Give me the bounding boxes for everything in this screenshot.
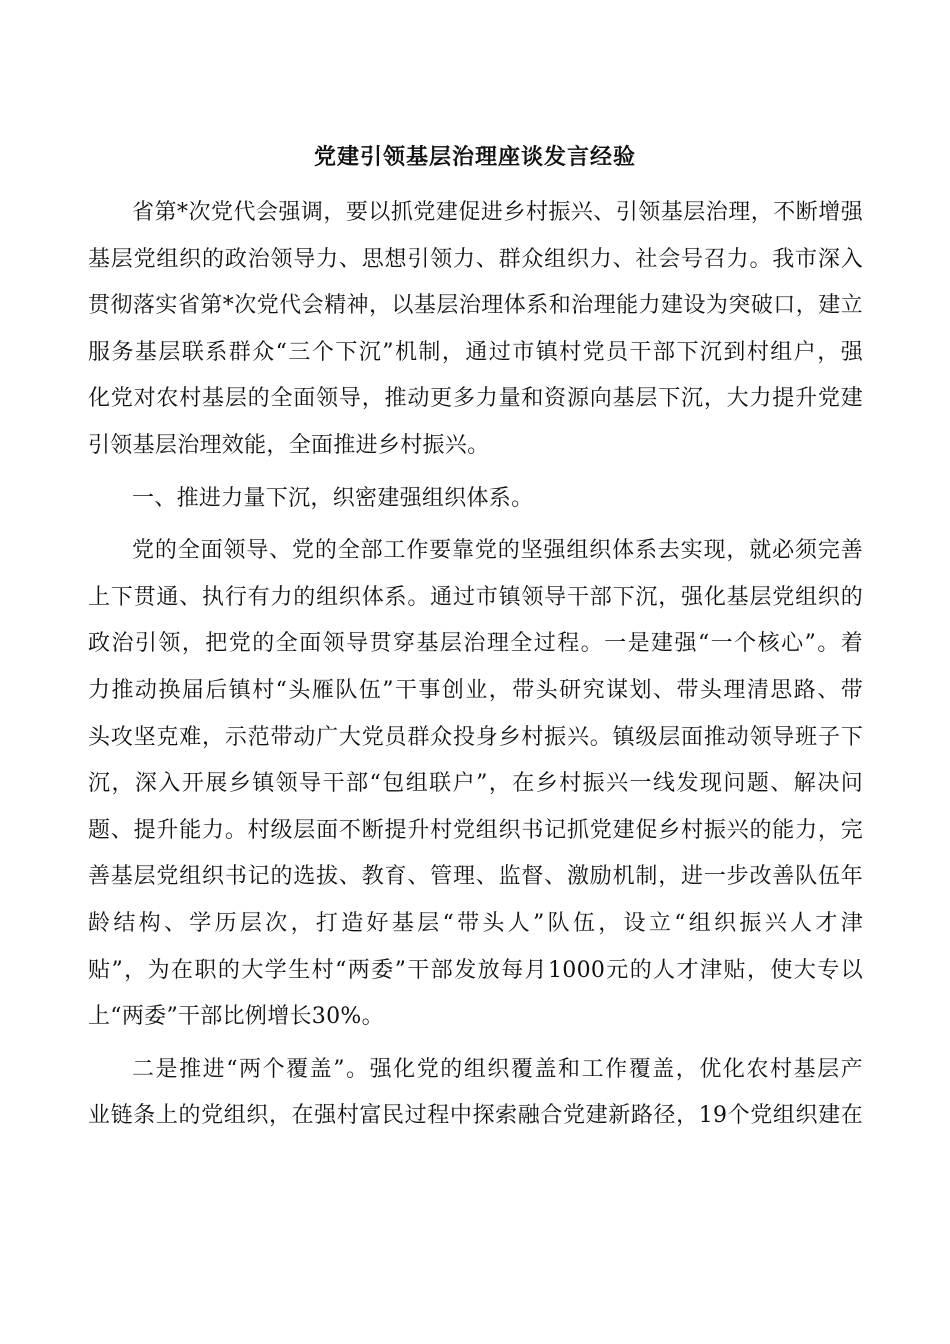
text-line: 龄结构、学历层次，打造好基层“带头人”队伍，设立“组织振兴人才津: [88, 910, 863, 936]
text-line: 党的全面领导、党的全部工作要靠党的坚强组织体系去实现，就必须完善: [132, 538, 863, 564]
text-line: 上下贯通、执行有力的组织体系。通过市镇领导干部下沉，强化基层党组织的: [88, 584, 863, 610]
text-line: 善基层党组织书记的选拔、教育、管理、监督、激励机制，进一步改善队伍年: [88, 864, 863, 890]
text-line: 沉，深入开展乡镇领导干部“包组联户”，在乡村振兴一线发现问题、解决问: [88, 771, 863, 797]
document-title: 党建引领基层治理座谈发言经验: [313, 144, 636, 170]
text-line: 题、提升能力。村级层面不断提升村党组织书记抓党建促乡村振兴的能力，完: [88, 817, 863, 843]
section-heading-1: [88, 476, 863, 523]
text-line: 基层党组织的政治领导力、思想引领力、群众组织力、社会号召力。我市深入: [88, 246, 863, 272]
text-line: 贯彻落实省第*次党代会精神，以基层治理体系和治理能力建设为突破口，建立: [88, 293, 863, 319]
paragraph-section-1: [88, 528, 863, 1041]
text-line: 力推动换届后镇村“头雁队伍”干事创业，带头研究谋划、带头理清思路、带: [88, 677, 863, 703]
heading-line: 一、推进力量下沉，织密建强组织体系。: [132, 485, 534, 511]
text-line: 引领基层治理效能，全面推进乡村振兴。: [88, 432, 490, 458]
text-line: 上“两委”干部比例增长30%。: [88, 1004, 384, 1030]
text-line: 贴”，为在职的大学生村“两委”干部发放每月1000元的人才津贴，使大专以: [88, 957, 864, 983]
document-body: [88, 190, 863, 1140]
text-line: 服务基层联系群众“三个下沉”机制，通过市镇村党员干部下沉到村组户，强: [88, 339, 863, 365]
text-line: 省第*次党代会强调，要以抓党建促进乡村振兴、引领基层治理，不断增强: [132, 200, 863, 225]
paragraph-section-1-part-2: [88, 1047, 863, 1140]
text-line: 二是推进“两个覆盖”。强化党的组织覆盖和工作覆盖，优化农村基层产: [132, 1056, 863, 1082]
text-line: 头攻坚克难，示范带动广大党员群众投身乡村振兴。镇级层面推动领导班子下: [88, 724, 863, 750]
text-line: 政治引领，把党的全面领导贯穿基层治理全过程。一是建强“一个核心”。着: [88, 631, 863, 657]
paragraph-intro: [88, 190, 863, 470]
text-line: 化党对农村基层的全面领导，推动更多力量和资源向基层下沉，大力提升党建: [88, 386, 863, 412]
text-line: 业链条上的党组织，在强村富民过程中探索融合党建新路径，19个党组织建在: [88, 1103, 863, 1129]
